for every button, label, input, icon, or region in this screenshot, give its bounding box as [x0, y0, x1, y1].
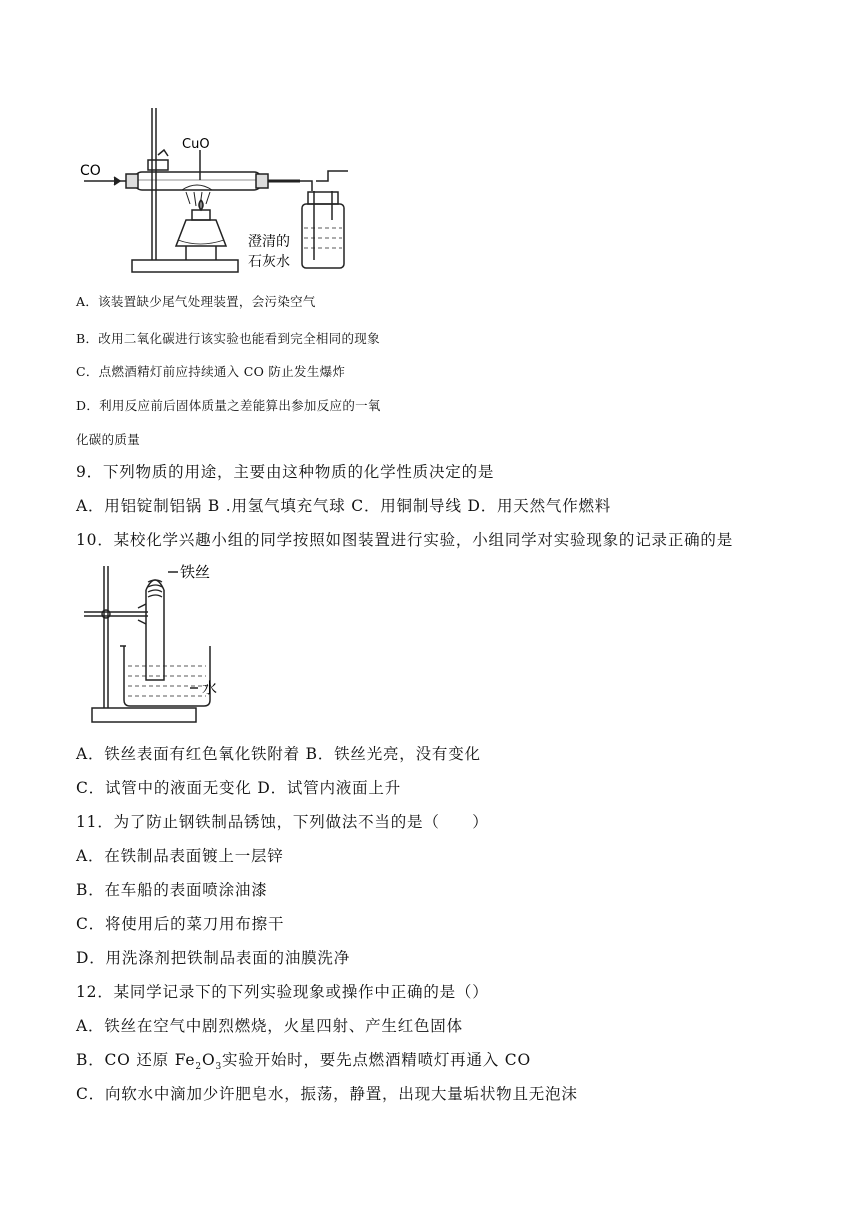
q12-option-b-suffix: 实验开始时，要先点燃酒精喷灯再通入 CO — [221, 1051, 531, 1069]
q11-stem: 11．为了防止钢铁制品锈蚀，下列做法不当的是（ ） — [76, 813, 489, 831]
q12-stem: 12．某同学记录下的下列实验现象或操作中正确的是（） — [76, 983, 489, 1001]
q8-option-c: C．点燃酒精灯前应持续通入 CO 防止发生爆炸 — [76, 364, 346, 379]
q12-option-a: A．铁丝在空气中剧烈燃烧，火星四射、产生红色固体 — [76, 1017, 463, 1035]
iron-wire-test-tube-figure — [78, 560, 238, 732]
q12-option-b — [76, 1048, 531, 1072]
q9-options: A．用铝锭制铝锅 B .用氢气填充气球 C．用铜制导线 D．用天然气作燃料 — [76, 497, 612, 515]
water-label: 水 — [202, 679, 218, 697]
q11-option-a: A．在铁制品表面镀上一层锌 — [76, 847, 284, 865]
q11-option-b: B．在车船的表面喷涂油漆 — [76, 881, 268, 899]
q10-options-ab: A．铁丝表面有红色氧化铁附着 B．铁丝光亮，没有变化 — [76, 745, 481, 763]
q12-option-c: C．向软水中滴加少许肥皂水，振荡，静置，出现大量垢状物且无泡沫 — [76, 1085, 578, 1103]
q11-option-c: C．将使用后的菜刀用布擦干 — [76, 915, 285, 933]
co-label: CO — [80, 163, 101, 179]
q10-stem: 10．某校化学兴趣小组的同学按照如图装置进行实验，小组同学对实验现象的记录正确的是 — [76, 531, 734, 549]
iron-wire-label: 铁丝 — [180, 563, 211, 581]
q11-option-d: D．用洗涤剂把铁制品表面的油膜洗净 — [76, 949, 351, 967]
subscript-2: 2 — [195, 1062, 202, 1073]
subscript-3: 3 — [215, 1062, 222, 1073]
co-reduction-apparatus-figure — [70, 100, 370, 280]
q8-option-a: A．该装置缺少尾气处理装置，会污染空气 — [76, 294, 316, 309]
q8-option-d-continued: 化碳的质量 — [76, 432, 141, 447]
cuo-label: CuO — [182, 137, 210, 152]
q9-stem: 9．下列物质的用途，主要由这种物质的化学性质决定的是 — [76, 463, 495, 481]
q12-option-b-oxygen: O — [201, 1051, 216, 1069]
limewater-label-line2: 石灰水 — [248, 254, 290, 270]
q8-option-b: B．改用二氧化碳进行该实验也能看到完全相同的现象 — [76, 331, 380, 346]
q10-options-cd: C．试管中的液面无变化 D．试管内液面上升 — [76, 779, 402, 797]
limewater-label-line1: 澄清的 — [248, 234, 290, 250]
q12-option-b-prefix: B．CO 还原 Fe — [76, 1051, 196, 1069]
q8-option-d: D．利用反应前后固体质量之差能算出参加反应的一氧 — [76, 398, 381, 413]
